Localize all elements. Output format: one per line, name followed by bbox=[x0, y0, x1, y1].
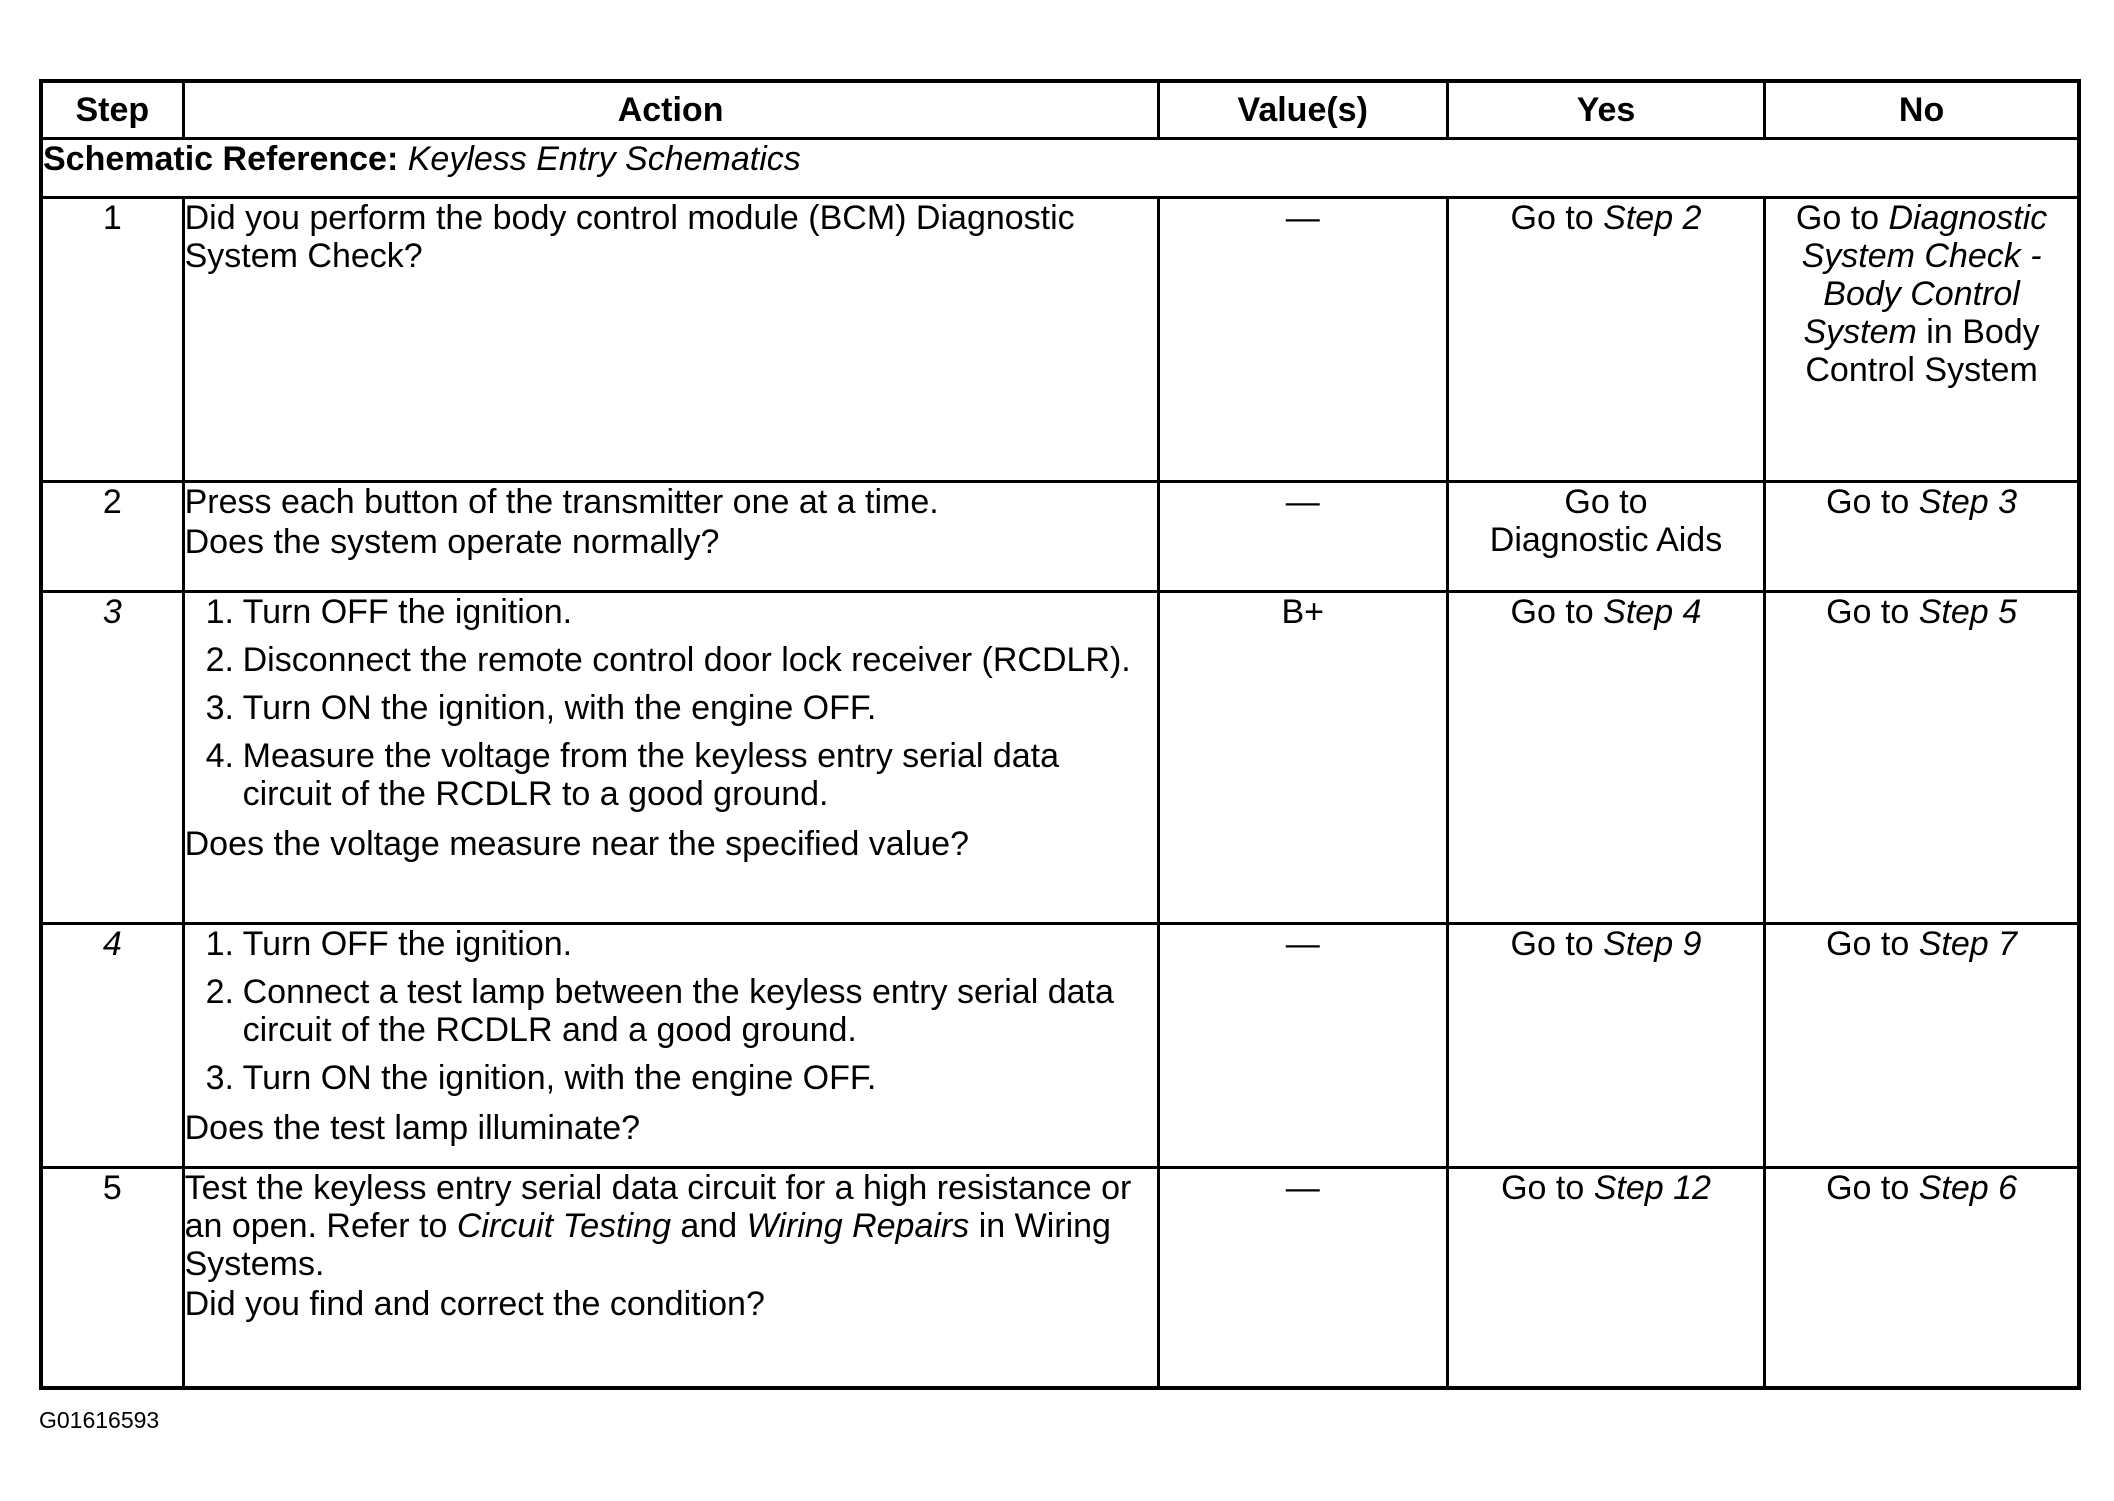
yes-outcome bbox=[1449, 1169, 1763, 1207]
list-item bbox=[205, 641, 1157, 679]
yes-cell bbox=[1447, 1168, 1764, 1388]
table-row-step-3 bbox=[41, 592, 2079, 924]
yes-target-link: Step 2 bbox=[1603, 199, 1702, 237]
yes-target-link: Step 4 bbox=[1603, 593, 1702, 631]
step-number: 4 bbox=[41, 924, 183, 1168]
yes-cell bbox=[1447, 198, 1764, 482]
action-cell bbox=[183, 482, 1158, 592]
circuit-testing-link: Circuit Testing bbox=[456, 1207, 671, 1245]
header-no: No bbox=[1765, 81, 2079, 139]
no-prefix: Go to bbox=[1795, 199, 1889, 237]
list-item-number: 2. bbox=[205, 973, 234, 1011]
action-question: Does the voltage measure near the specified value? bbox=[184, 825, 969, 863]
yes-target-link: Step 12 bbox=[1593, 1169, 1711, 1207]
list-item bbox=[205, 689, 1157, 727]
header-yes: Yes bbox=[1447, 81, 1764, 139]
no-middle: in bbox=[1916, 313, 1963, 351]
list-item-number: 1. bbox=[205, 925, 234, 963]
table-row-step-1 bbox=[41, 198, 2079, 482]
no-target-link: Step 7 bbox=[1918, 925, 2018, 963]
list-item-text: Turn OFF the ignition. bbox=[242, 593, 573, 631]
action-cell bbox=[183, 198, 1158, 482]
list-item-text: Disconnect the remote control door lock receiver (RCDLR). bbox=[242, 641, 1131, 679]
list-item-text: Turn OFF the ignition. bbox=[242, 925, 573, 963]
header-row bbox=[41, 81, 2079, 139]
action-text: Did you perform the body control module (BCM) Diagnostic System Check? bbox=[184, 199, 1075, 275]
action-text-part: and bbox=[670, 1207, 747, 1245]
no-outcome bbox=[1766, 1169, 2077, 1207]
header-step: Step bbox=[41, 81, 183, 139]
no-prefix: Go to bbox=[1826, 593, 1919, 631]
no-prefix: Go to bbox=[1826, 925, 1919, 963]
table-row-step-4 bbox=[41, 924, 2079, 1168]
yes-prefix: Go to bbox=[1501, 1169, 1594, 1207]
value-cell: — bbox=[1158, 482, 1447, 592]
value-cell: B+ bbox=[1158, 592, 1447, 924]
procedure-list bbox=[185, 593, 1157, 823]
diagnostic-table-container bbox=[39, 79, 2081, 1390]
action-question: Does the test lamp illuminate? bbox=[184, 1109, 641, 1147]
action-text-part: Test the keyless entry serial data circuit for a high resistance or an open. Refer to bbox=[184, 1169, 1132, 1245]
list-item-text: Connect a test lamp between the keyless entry serial data circuit of the RCDLR and a good ground. bbox=[242, 973, 1114, 1049]
yes-outcome bbox=[1449, 925, 1763, 963]
list-item-number: 2. bbox=[205, 641, 234, 679]
no-outcome bbox=[1766, 925, 2077, 963]
list-item bbox=[205, 1059, 1157, 1097]
no-outcome bbox=[1766, 593, 2077, 631]
action-question: Does the system operate normally? bbox=[184, 523, 720, 561]
action-cell bbox=[183, 592, 1158, 924]
yes-prefix: Go to bbox=[1510, 199, 1604, 237]
yes-outcome bbox=[1449, 483, 1763, 559]
list-item-text: Measure the voltage from the keyless entry serial data circuit of the RCDLR to a good ground. bbox=[242, 737, 1060, 813]
list-item-number: 3. bbox=[205, 689, 234, 727]
no-cell bbox=[1765, 1168, 2079, 1388]
yes-target-link: Step 9 bbox=[1603, 925, 1702, 963]
action-text: Press each button of the transmitter one at a time. bbox=[184, 483, 939, 521]
list-item-text: Turn ON the ignition, with the engine OFF. bbox=[242, 1059, 877, 1097]
procedure-list bbox=[185, 925, 1157, 1107]
no-target-link: Step 6 bbox=[1918, 1169, 2018, 1207]
list-item-number: 4. bbox=[205, 737, 234, 775]
list-item-number: 3. bbox=[205, 1059, 234, 1097]
schematic-reference bbox=[41, 139, 2079, 198]
schematic-reference-row bbox=[41, 139, 2079, 198]
no-suffix: Body Control System bbox=[1805, 313, 2040, 389]
no-outcome bbox=[1766, 199, 2077, 389]
no-cell bbox=[1765, 924, 2079, 1168]
schematic-reference-label: Schematic Reference: bbox=[43, 140, 399, 178]
action-text bbox=[185, 1169, 1157, 1283]
yes-prefix: Go to bbox=[1510, 925, 1604, 963]
no-prefix: Go to bbox=[1826, 483, 1919, 521]
list-item bbox=[205, 737, 1157, 813]
yes-outcome bbox=[1449, 593, 1763, 631]
yes-cell bbox=[1447, 924, 1764, 1168]
diagnostic-table bbox=[39, 79, 2081, 1390]
table-row-step-5 bbox=[41, 1168, 2079, 1388]
header-action: Action bbox=[183, 81, 1158, 139]
no-cell bbox=[1765, 198, 2079, 482]
yes-line-2: Diagnostic Aids bbox=[1489, 521, 1723, 559]
step-number: 2 bbox=[41, 482, 183, 592]
header-values: Value(s) bbox=[1158, 81, 1447, 139]
schematic-reference-link: Keyless Entry Schematics bbox=[407, 140, 801, 178]
step-number: 1 bbox=[41, 198, 183, 482]
list-item bbox=[205, 973, 1157, 1049]
yes-outcome bbox=[1449, 199, 1763, 237]
table-row-step-2 bbox=[41, 482, 2079, 592]
yes-prefix: Go to bbox=[1510, 593, 1604, 631]
value-cell: — bbox=[1158, 198, 1447, 482]
step-number: 3 bbox=[41, 592, 183, 924]
no-cell bbox=[1765, 482, 2079, 592]
no-cell bbox=[1765, 592, 2079, 924]
no-target-link: Step 3 bbox=[1918, 483, 2018, 521]
figure-id: G01616593 bbox=[39, 1407, 160, 1433]
no-target-link: Diagnostic System Check - Body Control System bbox=[1801, 199, 2048, 351]
action-cell bbox=[183, 924, 1158, 1168]
action-text-part: in Wiring Systems. bbox=[184, 1207, 1111, 1283]
list-item bbox=[205, 925, 1157, 963]
step-number: 5 bbox=[41, 1168, 183, 1388]
value-cell: — bbox=[1158, 1168, 1447, 1388]
no-outcome bbox=[1766, 483, 2077, 521]
no-target-link: Step 5 bbox=[1918, 593, 2018, 631]
wiring-repairs-link: Wiring Repairs bbox=[746, 1207, 970, 1245]
list-item bbox=[205, 593, 1157, 631]
list-item-text: Turn ON the ignition, with the engine OFF. bbox=[242, 689, 877, 727]
action-question: Did you find and correct the condition? bbox=[184, 1285, 765, 1323]
list-item-number: 1. bbox=[205, 593, 234, 631]
yes-line-1: Go to bbox=[1564, 483, 1648, 521]
yes-cell bbox=[1447, 482, 1764, 592]
yes-cell bbox=[1447, 592, 1764, 924]
value-cell: — bbox=[1158, 924, 1447, 1168]
no-prefix: Go to bbox=[1826, 1169, 1919, 1207]
action-cell bbox=[183, 1168, 1158, 1388]
